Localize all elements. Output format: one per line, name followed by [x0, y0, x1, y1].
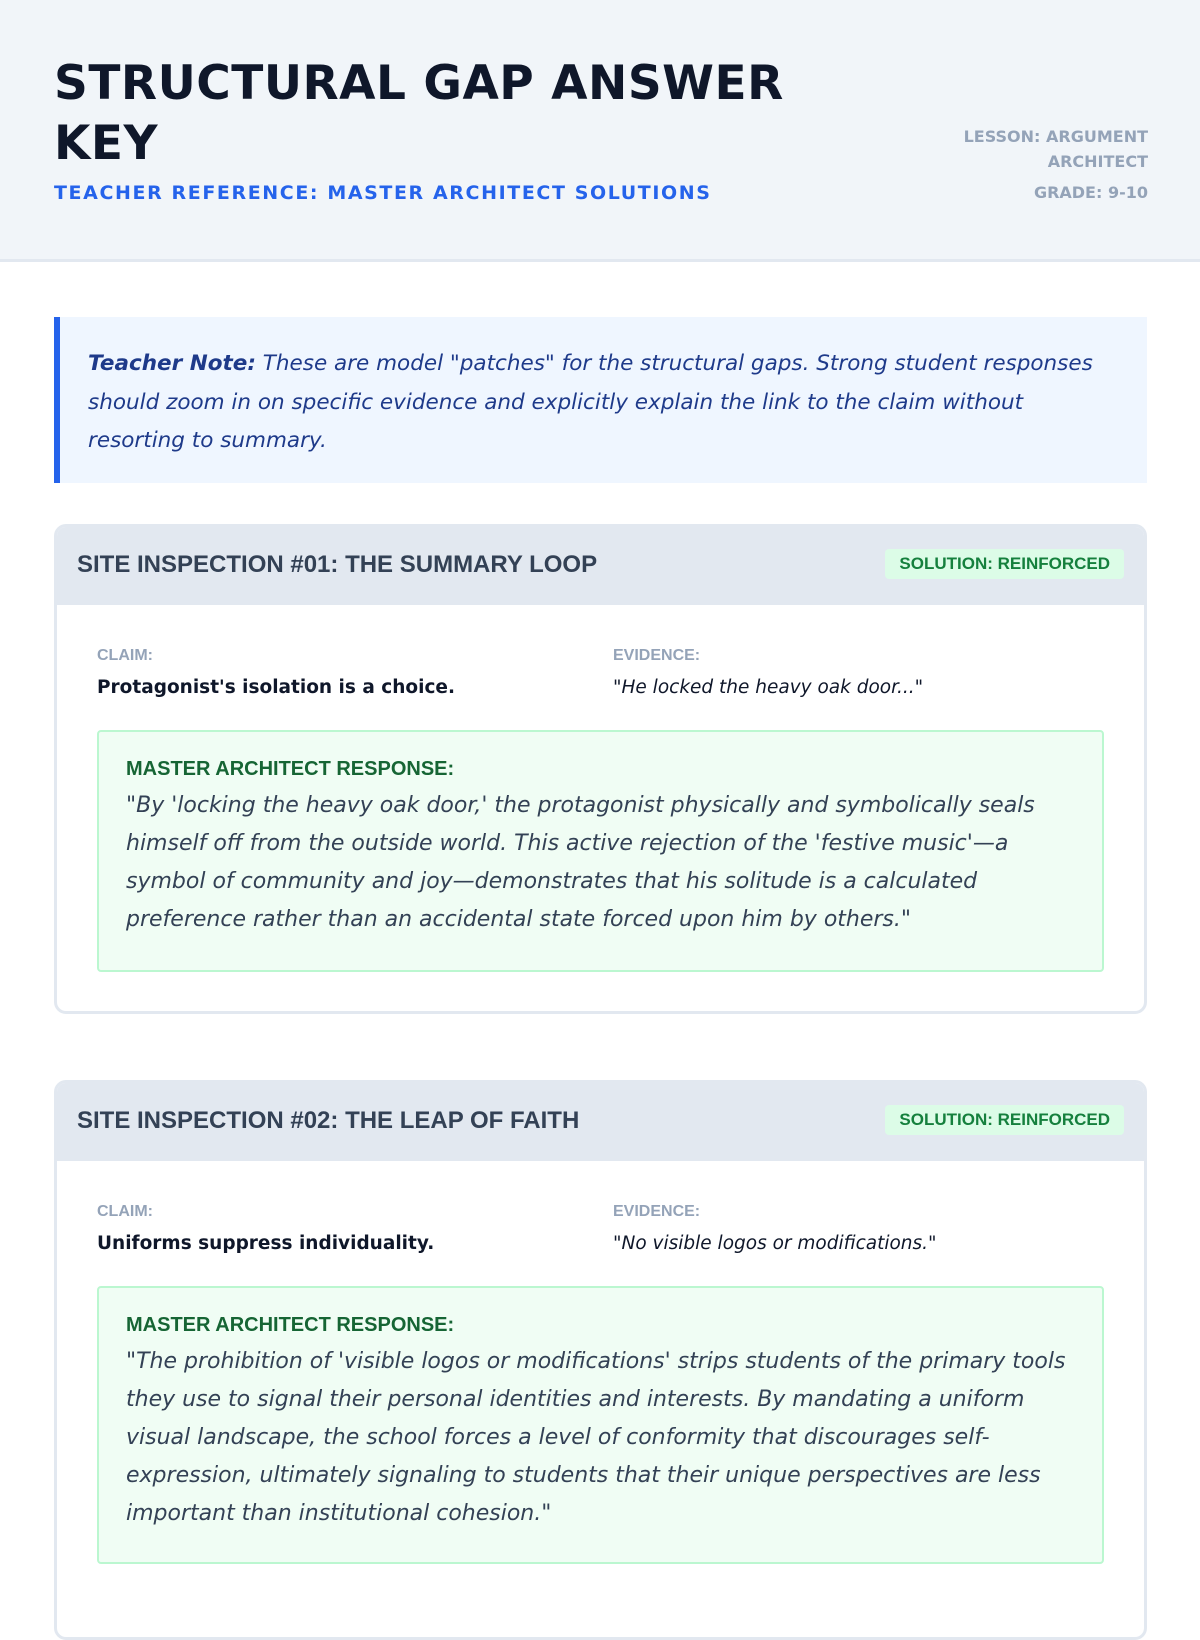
- inspection-fields: [57, 605, 1144, 730]
- response-text: "By 'locking the heavy oak door,' the protagonist physically and symbolically seals himself off from the outside world. This active rejection of the 'festive music'—a symbol of community and joy—demonstrates that his solitude is a calculated preference rather than an accidental state forced upon him by others.": [126, 793, 1035, 932]
- claim-label: CLAIM:: [97, 647, 153, 664]
- page-header: [0, 0, 1200, 262]
- master-response: [97, 1286, 1104, 1564]
- response-label: MASTER ARCHITECT RESPONSE:: [126, 758, 455, 780]
- claim-field: [97, 647, 455, 698]
- page-subtitle: TEACHER REFERENCE: MASTER ARCHITECT SOLUTIONS: [54, 182, 712, 204]
- inspection-header: [57, 1083, 1144, 1161]
- inspection-fields: [57, 1161, 1144, 1286]
- inspection-title: SITE INSPECTION #02: THE LEAP OF FAITH: [77, 1107, 580, 1134]
- evidence-text: "He locked the heavy oak door...": [613, 677, 924, 698]
- response-label: MASTER ARCHITECT RESPONSE:: [126, 1314, 455, 1336]
- teacher-note-text: These are model "patches" for the structural gaps. Strong student responses should zoom in on specific evidence and explicitly explain the link to the claim without resorting to summary.: [88, 351, 1093, 453]
- response-text: "The prohibition of 'visible logos or modifications' strips students of the primary tools they use to signal their personal identities and interests. By mandating a uniform visual landscape, the school forces a level of conformity that discourages self-expression, ultimately signaling to students that their unique perspectives are less important than institutional cohesion.": [126, 1349, 1066, 1526]
- claim-label: CLAIM:: [97, 1203, 153, 1220]
- teacher-note: [54, 317, 1147, 483]
- solution-badge: SOLUTION: REINFORCED: [885, 549, 1124, 579]
- claim-text: Uniforms suppress individuality.: [97, 1233, 435, 1254]
- solution-badge: SOLUTION: REINFORCED: [885, 1105, 1124, 1135]
- lesson-name: LESSON: ARGUMENT ARCHITECT: [963, 127, 1148, 171]
- claim-text: Protagonist's isolation is a choice.: [97, 677, 455, 698]
- evidence-label: EVIDENCE:: [613, 647, 701, 664]
- site-inspection-card: [54, 1080, 1147, 1640]
- grade-level: GRADE: 9-10: [1033, 183, 1148, 202]
- inspection-header: [57, 527, 1144, 605]
- lesson-meta: [938, 124, 1148, 205]
- inspection-title: SITE INSPECTION #01: THE SUMMARY LOOP: [77, 551, 598, 578]
- evidence-label: EVIDENCE:: [613, 1203, 701, 1220]
- site-inspection-card: [54, 524, 1147, 1014]
- evidence-field: [613, 647, 923, 698]
- evidence-text: "No visible logos or modifications.": [613, 1233, 937, 1254]
- evidence-field: [613, 1203, 937, 1254]
- teacher-note-label: Teacher Note:: [88, 351, 256, 376]
- claim-field: [97, 1203, 434, 1254]
- master-response: [97, 730, 1104, 972]
- page-title: STRUCTURAL GAP ANSWER KEY: [54, 56, 784, 171]
